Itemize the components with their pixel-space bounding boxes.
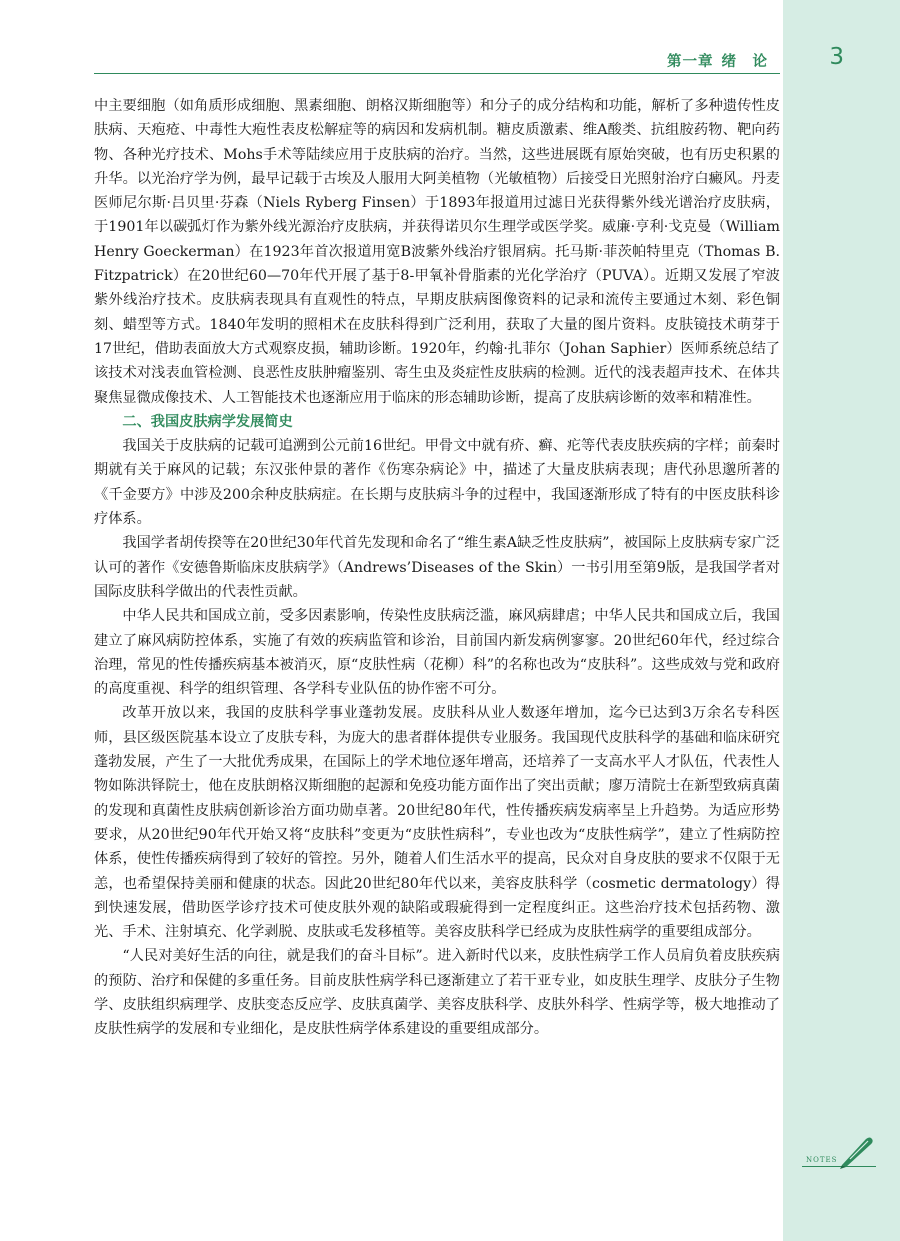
chapter-title: [667, 50, 768, 71]
notes-margin: [783, 0, 900, 1241]
paragraph: 中华人民共和国成立前，受多因素影响，传染性皮肤病泛滥，麻风病肆虐；中华人民共和国成立后，我国建立了麻风病防控体系，实施了有效的疾病监管和诊治，目前国内新发病例寥寥。20世纪60年代，经过综合治理，常见的性传播疾病基本被消灭，原“皮肤性病（花柳）科”的名称也改为“皮肤科”。这些成效与党和政府的高度重视、科学的组织管理、各学科专业队伍的协作密不可分。: [94, 608, 780, 698]
page-number: 3: [829, 44, 844, 70]
body-text: [94, 94, 780, 1042]
paragraph: 改革开放以来，我国的皮肤科学事业蓬勃发展。皮肤科从业人数逐年增加，迄今已达到3万余名专科医师，县区级医院基本设立了皮肤专科，为庞大的患者群体提供专业服务。我国现代皮肤科学的基础和临床研究蓬勃发展，产生了一大批优秀成果，在国际上的学术地位逐年增高，还培养了一支高水平人才队伍，代表性人物如陈洪铎院士，他在皮肤朗格汉斯细胞的起源和免疫功能方面作出了突出贡献；廖万清院士在新型致病真菌的发现和真菌性皮肤病创新诊治方面功勋卓著。20世纪80年代，性传播疾病发病率呈上升趋势。为适应形势要求，从20世纪90年代开始又将“皮肤科”变更为“皮肤性病科”，专业也改为“皮肤性病学”，建立了性病防控体系，使性传播疾病得到了较好的管控。另外，随着人们生活水平的提高，民众对自身皮肤的要求不仅限于无恙，也希望保持美丽和健康的状态。因此20世纪80年代以来，美容皮肤科学（cosmetic dermatology）得到快速发展，借助医学诊疗技术可使皮肤外观的缺陷或瑕疵得到一定程度纠正。这些治疗技术包括药物、激光、手术、注射填充、化学剥脱、皮肤或毛发移植等。美容皮肤科学已经成为皮肤性病学的重要组成部分。: [94, 705, 780, 941]
paragraph: 中主要细胞（如角质形成细胞、黑素细胞、朗格汉斯细胞等）和分子的成分结构和功能，解析了多种遗传性皮肤病、天疱疮、中毒性大疱性表皮松解症等的病因和发病机制。糖皮质激素、维A酸类、抗组胺药物、靶向药物、各种光疗技术、Mohs手术等陆续应用于皮肤病的治疗。当然，这些进展既有原始突破，也有历史积累的升华。以光治疗学为例，最早记载于古埃及人服用大阿美植物（光敏植物）后接受日光照射治疗白癜风。丹麦医师尼尔斯·吕贝里·芬森（Niels Ryberg Finsen）于1893年报道用过滤日光获得紫外线光谱治疗皮肤病，于1901年以碳弧灯作为紫外线光源治疗皮肤病，并获得诺贝尔生理学或医学奖。威廉·亨利·戈克曼（William Henry Goeckerman）在1923年首次报道用宽B波紫外线治疗银屑病。托马斯·菲茨帕特里克（Thomas B. Fitzpatrick）在20世纪60—70年代开展了基于8-甲氧补骨脂素的光化学治疗（PUVA）。近期又发展了窄波紫外线治疗技术。皮肤病表现具有直观性的特点，早期皮肤病图像资料的记录和流传主要通过木刻、彩色铜刻、蜡型等方式。1840年发明的照相术在皮肤科得到广泛利用，获取了大量的图片资料。皮肤镜技术萌芽于17世纪，借助表面放大方式观察皮损，辅助诊断。1920年，约翰·扎菲尔（Johan Saphier）医师系统总结了该技术对浅表血管检测、良恶性皮肤肿瘤鉴别、寄生虫及炎症性皮肤病的检测。近代的浅表超声技术、在体共聚焦显微成像技术、人工智能技术也逐渐应用于临床的形态辅助诊断，提高了皮肤病诊断的效率和精准性。: [94, 98, 780, 406]
chapter-name: 绪 论: [721, 54, 768, 70]
chapter-number: 第一章: [667, 54, 714, 70]
section-heading: 二、我国皮肤病学发展简史: [122, 413, 293, 430]
paragraph: 我国关于皮肤病的记载可追溯到公元前16世纪。甲骨文中就有疥、癣、疕等代表皮肤疾病的字样；前秦时期就有关于麻风的记载；东汉张仲景的著作《伤寒杂病论》中，描述了大量皮肤病表现；唐代孙思邈所著的《千金要方》中涉及200余种皮肤病症。在长期与皮肤病斗争的过程中，我国逐渐形成了特有的中医皮肤科诊疗体系。: [94, 438, 780, 528]
paragraph: 我国学者胡传揆等在20世纪30年代首先发现和命名了“维生素A缺乏性皮肤病”，被国际上皮肤病专家广泛认可的著作《安德鲁斯临床皮肤病学》（Andrews’Diseases of the Skin）一书引用至第9版，是我国学者对国际皮肤科学做出的代表性贡献。: [94, 535, 780, 600]
notes-mark: [800, 1135, 880, 1175]
paragraph: “人民对美好生活的向往，就是我们的奋斗目标”。进入新时代以来，皮肤性病学工作人员肩负着皮肤疾病的预防、治疗和保健的多重任务。目前皮肤性病学科已逐渐建立了若干亚专业，如皮肤生理学、皮肤分子生物学、皮肤组织病理学、皮肤变态反应学、皮肤真菌学、美容皮肤科学、皮肤外科学、性病学等，极大地推动了皮肤性病学的发展和专业细化，是皮肤性病学体系建设的重要组成部分。: [94, 948, 780, 1038]
notes-label: NOTES: [806, 1156, 838, 1164]
header-rule: [94, 73, 780, 74]
running-header: [94, 46, 780, 74]
